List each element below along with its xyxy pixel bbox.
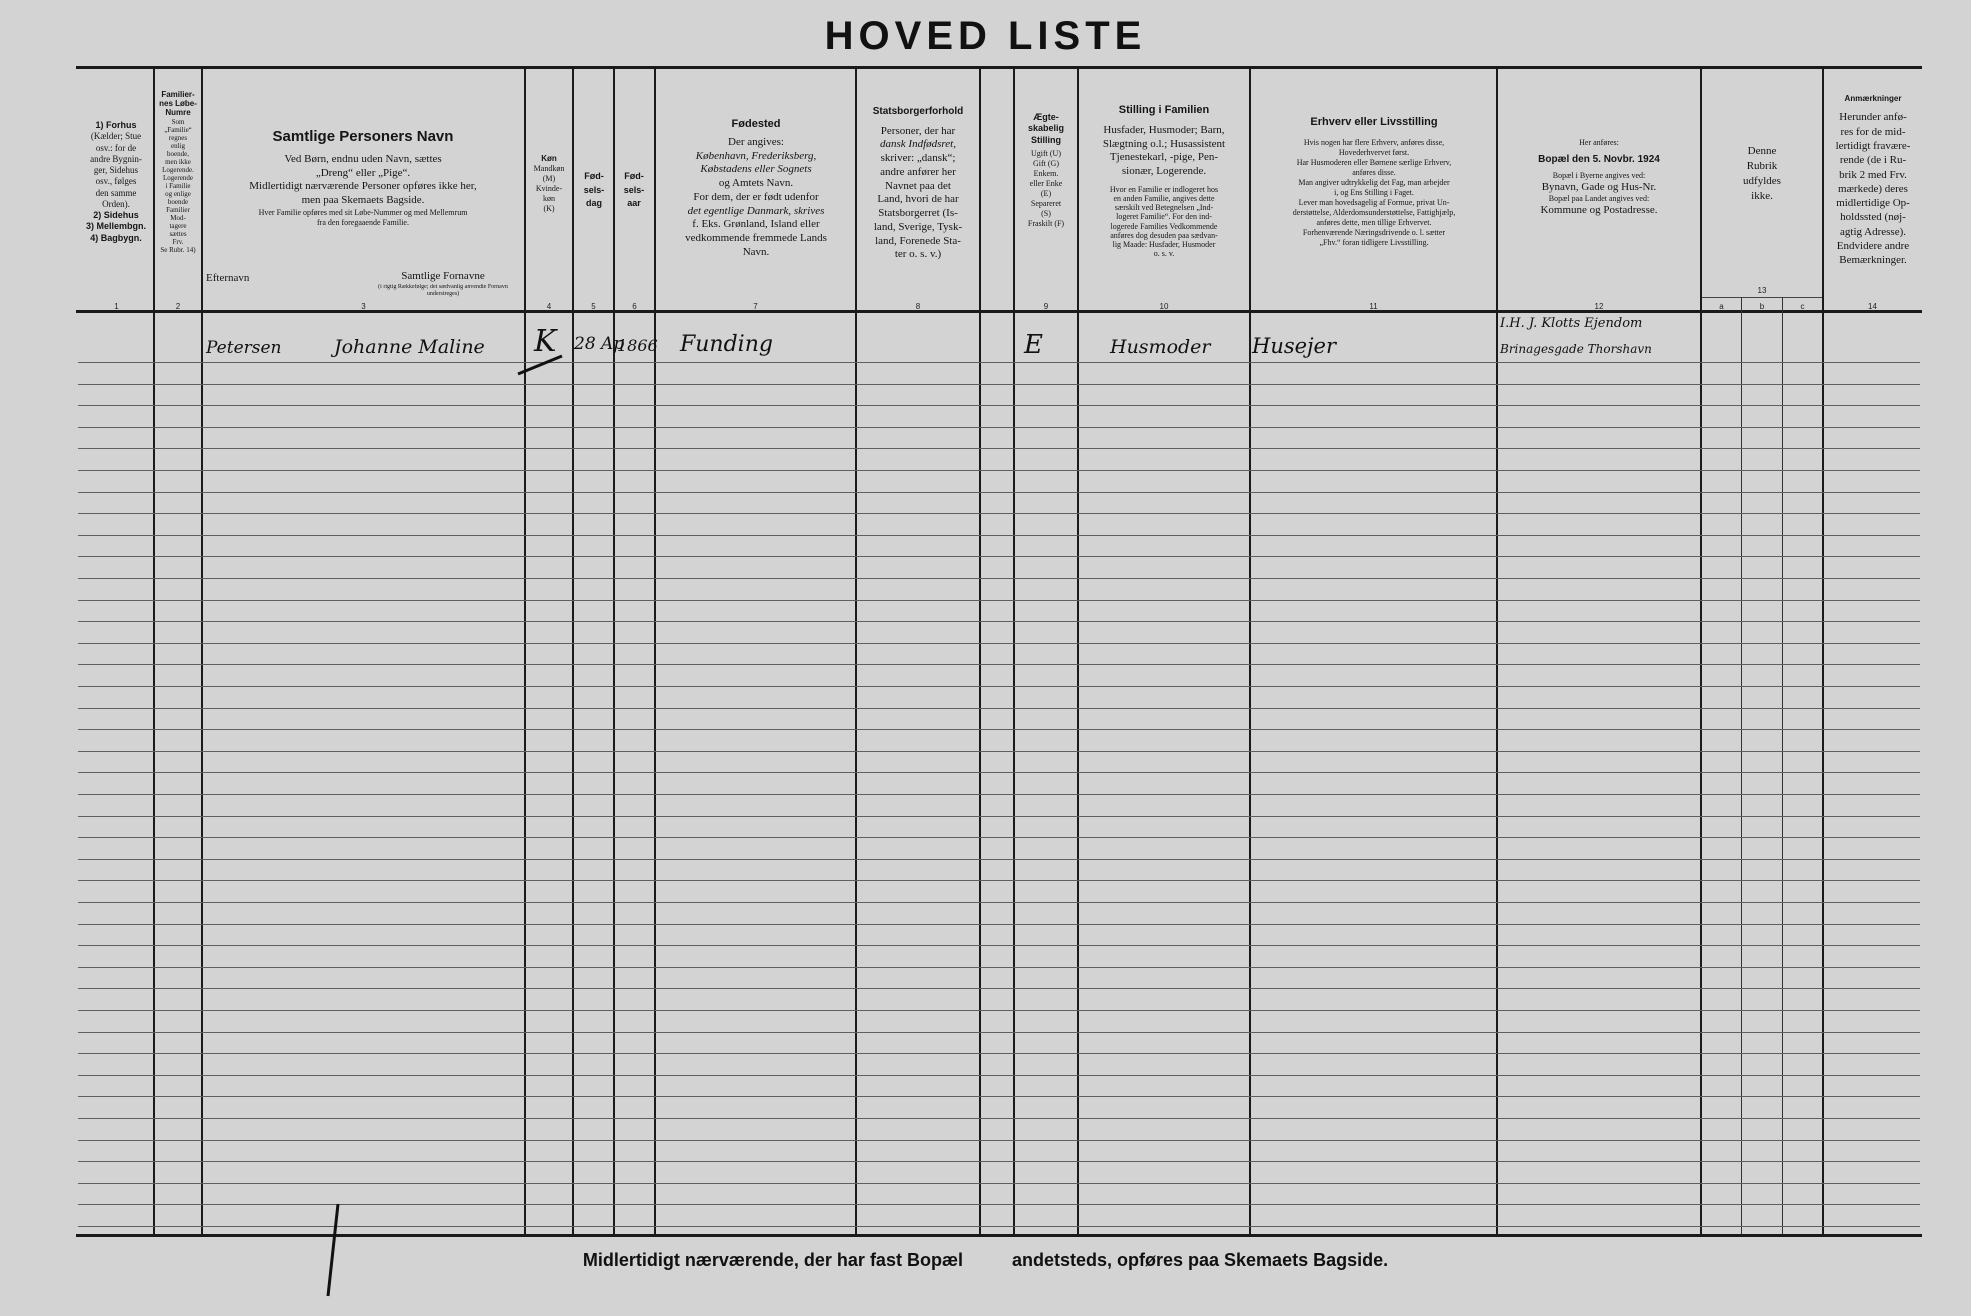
col3-line: „Dreng“ eller „Pige“. — [315, 166, 411, 179]
col-divider — [1077, 68, 1079, 1234]
footer-note — [0, 1250, 1971, 1271]
row-rule — [78, 600, 1920, 601]
col12-pre: Her anføres: — [1579, 138, 1619, 147]
col13-sub-label: b — [1759, 302, 1765, 311]
col14-line: midlertidige Op- — [1836, 197, 1910, 210]
col7-line: København, Frederiksberg, — [695, 149, 817, 162]
col9-line: Gift (G) — [1033, 158, 1059, 168]
col2-line: tagere — [169, 222, 187, 231]
col7-line: vedkommende fremmede Lands — [685, 232, 827, 244]
entry-foedselsaar: 1866 — [617, 336, 658, 355]
col3-line: Midlertidigt nærværende Personer opføres ikke her, — [249, 180, 477, 193]
col8-line: Personer, der har — [880, 124, 956, 137]
entry-koen: K — [534, 324, 557, 359]
col-divider — [1249, 68, 1251, 1234]
col7-line: det egentlige Danmark, skrives — [687, 204, 825, 217]
col8-line: Statsborgerret (Is- — [878, 207, 958, 219]
col8-header — [858, 106, 978, 262]
col1-header — [80, 120, 152, 244]
col-number: 4 — [546, 302, 552, 311]
col3-header — [204, 128, 522, 228]
col2-line: enlig — [171, 141, 185, 150]
row-rule — [78, 880, 1920, 881]
col11-note: „Fhv.“ foran tidligere Livsstilling. — [1319, 237, 1429, 247]
col10-note: anføres dog desuden paa sædvan- — [1110, 230, 1218, 240]
col2-line: sættes — [169, 230, 187, 239]
row-rule — [78, 1226, 1920, 1227]
col14-line: lertidigt fravære- — [1835, 139, 1911, 152]
col12-line: Bynavn, Gade og Hus-Nr. — [1541, 180, 1657, 193]
col9-line: Ugift (U) — [1031, 148, 1061, 158]
col14-line: Endvidere andre — [1836, 240, 1910, 253]
col10-line: Husfader, Husmoder; Barn, — [1103, 123, 1225, 136]
entry-bopael-line1: I.H. J. Klotts Ejendom — [1500, 316, 1643, 331]
footer-part2: andetsteds, opføres paa Skemaets Bagside. — [1011, 1250, 1389, 1270]
col8-line: ter o. s. v.) — [894, 248, 942, 261]
row-rule — [78, 751, 1920, 752]
row-rule — [78, 362, 1920, 363]
col9-line: eller Enke — [1029, 178, 1063, 188]
col11-note: Har Husmoderen eller Børnene særlige Erhverv, — [1296, 157, 1452, 167]
col9-header — [1015, 112, 1077, 229]
col7-line: Der angives: — [728, 135, 784, 148]
col8-line: Land, hvori de har — [877, 193, 959, 206]
col10-line: Tjenestekarl, -pige, Pen- — [1109, 151, 1219, 164]
col10-line: Slægtning o.l.; Husassistent — [1102, 137, 1226, 150]
col1-line: den samme — [95, 187, 137, 198]
col3-line: fra den foregaaende Familie. — [317, 217, 409, 227]
col11-note: Hovederhvervet først. — [1338, 147, 1410, 157]
col3-title: Samtlige Personers Navn — [272, 128, 454, 145]
col10-title: Stilling i Familien — [1118, 104, 1210, 116]
col7-line: og Amtets Navn. — [718, 177, 794, 189]
row-rule — [78, 1140, 1920, 1141]
row-rule — [78, 945, 1920, 946]
col-divider — [654, 68, 656, 1234]
col2-line: boende — [167, 198, 189, 207]
col13-line: Denne — [1747, 145, 1777, 157]
col4-line: køn — [543, 194, 555, 203]
col13-line: udfyldes — [1743, 174, 1781, 187]
row-rule — [78, 448, 1920, 449]
col4-header — [526, 154, 572, 214]
col14-header — [1825, 94, 1921, 268]
row-rule — [78, 470, 1920, 471]
col8-line: land, Sverige, Tysk- — [873, 220, 963, 233]
col6-header: Fød-sels-aar — [623, 171, 645, 208]
bottom-border — [76, 1234, 1922, 1237]
col-number: 14 — [1868, 302, 1877, 311]
col2-line: Logerende. — [162, 165, 194, 174]
col-number: 2 — [175, 302, 181, 311]
row-rule — [78, 794, 1920, 795]
col-divider — [1700, 68, 1702, 1234]
row-rule — [78, 1010, 1920, 1011]
entry-fornavne: Johanne Maline — [334, 336, 485, 358]
col-divider — [1496, 68, 1498, 1234]
col8-line: dansk Indfødsret, — [880, 138, 956, 151]
row-rule — [78, 708, 1920, 709]
col5-header: Fød-sels-dag — [583, 171, 605, 208]
col-divider — [613, 68, 615, 1234]
row-rule — [78, 988, 1920, 989]
col-divider — [855, 68, 857, 1234]
col14-line: mærkede) deres — [1838, 182, 1908, 195]
col1-line: Orden). — [102, 198, 130, 209]
col2-line: Mod- — [170, 214, 186, 223]
col-number: 3 — [361, 302, 366, 311]
col1-line: (Kælder; Stue — [90, 131, 142, 142]
col14-line: agtig Adresse). — [1840, 225, 1906, 238]
footer-part1: Midlertidigt nærværende, der har fast Bopæl — [582, 1250, 963, 1270]
col2-title: Familier-nes Løbe-Numre — [159, 90, 197, 118]
col-number: 1 — [114, 302, 119, 311]
col14-title: Anmærkninger — [1844, 94, 1902, 103]
col-divider — [1822, 68, 1824, 1234]
row-rule — [78, 1118, 1920, 1119]
col12-line: Bopæl i Byerne angives ved: — [1552, 170, 1646, 180]
col-number: 10 — [1159, 302, 1169, 311]
col12-line: Bopæl paa Landet angives ved: — [1548, 194, 1650, 204]
row-rule — [78, 772, 1920, 773]
col8-line: land, Forenede Sta- — [875, 234, 961, 247]
col14-line: Bemærkninger. — [1839, 254, 1907, 267]
col1-line: osv.: for de — [95, 142, 137, 153]
row-rule — [78, 859, 1920, 860]
col9-line: Fraskilt (F) — [1027, 218, 1065, 228]
col-divider — [524, 68, 526, 1234]
fornavne-label: Samtlige Fornavne — [401, 270, 485, 282]
entry-foedested: Funding — [680, 332, 773, 357]
col-number: 13 — [1757, 286, 1767, 295]
col10-note: logerede Families Vedkommende — [1110, 221, 1218, 231]
col2-line: men ikke — [165, 157, 191, 166]
col-number: 7 — [753, 302, 758, 311]
col-divider — [979, 68, 981, 1234]
row-rule — [78, 664, 1920, 665]
col8-line: andre anfører her — [880, 165, 956, 178]
col10-note: lig Maade: Husfader, Husmoder — [1112, 239, 1216, 249]
col7-line: Købstadens eller Sognets — [700, 163, 812, 176]
row-rule — [78, 643, 1920, 644]
row-rule — [78, 816, 1920, 817]
col10-note: en anden Familie, angives dette — [1113, 193, 1215, 203]
row-rule — [78, 924, 1920, 925]
row-rule — [78, 1053, 1920, 1054]
row-rule — [78, 686, 1920, 687]
col-number: 12 — [1594, 302, 1604, 311]
col13-header — [1702, 144, 1822, 203]
col11-note: Lever man hovedsagelig af Formue, privat Un- — [1298, 197, 1450, 207]
row-rule — [78, 1183, 1920, 1184]
row-rule — [78, 427, 1920, 428]
col-number: 6 — [632, 302, 637, 311]
col4-line: (K) — [543, 204, 555, 213]
col4-line: (M) — [542, 174, 556, 183]
col9-line: Enkem. — [1033, 168, 1059, 178]
col10-note: logeret Familie“. For den ind- — [1116, 212, 1212, 222]
col12-header — [1499, 138, 1699, 218]
col3-line: Ved Børn, endnu uden Navn, sættes — [284, 152, 442, 165]
row-rule — [78, 405, 1920, 406]
col10-line: sionær, Logerende. — [1121, 165, 1207, 177]
col7-title: Fødested — [731, 118, 781, 130]
entry-erhverv: Husejer — [1252, 334, 1337, 358]
col12-title: Bopæl den 5. Novbr. 1924 — [1538, 154, 1660, 165]
row-rule — [78, 556, 1920, 557]
col8-line: Navnet paa det — [885, 179, 951, 192]
row-rule — [78, 492, 1920, 493]
form-title: HOVED LISTE — [824, 14, 1147, 58]
col2-line: Logerende — [163, 173, 193, 182]
col14-line: rende (de i Ru- — [1839, 154, 1907, 167]
col1-line: 2) Sidehus — [93, 210, 139, 220]
col7-header — [658, 118, 854, 260]
row-rule — [78, 729, 1920, 730]
col11-note: Man angiver udtrykkelig det Fag, man arbejder — [1298, 177, 1450, 187]
row-rule — [78, 1075, 1920, 1076]
col11-note: Forhenværende Næringsdrivende o. l. sætter — [1302, 227, 1446, 237]
col11-header — [1252, 116, 1496, 248]
col7-line: f. Eks. Grønland, Island eller — [692, 218, 820, 231]
col4-line: Mandkøn — [533, 164, 565, 173]
col2-line: „Familie“ — [164, 125, 192, 134]
col1-line: osv., følges — [95, 176, 137, 187]
col1-line: 3) Mellembgn. — [85, 221, 146, 232]
col2-header — [155, 90, 201, 254]
col3-line: men paa Skemaets Bagside. — [301, 194, 425, 206]
col2-line: boende, — [167, 149, 189, 158]
col1-line: 1) Forhus — [95, 120, 137, 130]
col4-title: Køn — [541, 154, 557, 163]
col2-line: Som — [171, 117, 185, 126]
col2-line: i Familie — [165, 181, 191, 190]
col13-line: Rubrik — [1746, 159, 1778, 172]
col7-line: Navn. — [742, 245, 770, 258]
col9-line: Separeret — [1030, 198, 1062, 208]
col11-note: anføres dette, men tillige Erhvervet. — [1316, 217, 1432, 227]
col13-sub-border — [1701, 297, 1823, 298]
row-rule — [78, 1032, 1920, 1033]
row-rule — [78, 967, 1920, 968]
col-divider — [201, 68, 203, 1234]
col2-line: og enlige — [165, 189, 191, 198]
row-rule — [78, 384, 1920, 385]
entry-aegteskab: E — [1024, 330, 1043, 360]
col7-line: For dem, der er født udenfor — [693, 190, 819, 203]
col13-sub-label: a — [1719, 302, 1724, 311]
col10-note: Hvor en Familie er indlogeret hos — [1109, 184, 1219, 194]
row-rule — [78, 621, 1920, 622]
col12-line: Kommune og Postadresse. — [1540, 204, 1658, 217]
col-number: 9 — [1043, 302, 1049, 311]
col11-note: derstøttelse, Alderdomsunderstøttelse, Fattighjælp, — [1292, 207, 1456, 217]
col14-line: res for de mid- — [1840, 125, 1906, 138]
col13-line: ikke. — [1751, 189, 1773, 202]
col2-line: Se Rubr. 14) — [160, 246, 196, 255]
col-divider — [572, 68, 574, 1234]
efternavn-label: Efternavn — [206, 272, 250, 284]
col13-sub-label: c — [1800, 302, 1805, 311]
col1-line: 4) Bagbygn. — [90, 232, 142, 243]
entry-foedselsdag: 28 Ap — [574, 334, 625, 354]
row-rule — [78, 1161, 1920, 1162]
col14-line: brik 2 med Frv. — [1839, 168, 1907, 181]
col3-line: Hver Familie opføres med sit Løbe-Nummer og med Mellemrum — [258, 207, 468, 217]
col14-line: Herunder anfø- — [1839, 111, 1907, 124]
col9-line: (S) — [1041, 208, 1051, 218]
col10-note: o. s. v. — [1153, 249, 1175, 259]
entry-bopael-line2: Brinagesgade Thorshavn — [1500, 342, 1652, 356]
col1-line: andre Bygnin- — [90, 153, 142, 164]
col8-line: skriver: „dansk“; — [880, 152, 956, 164]
row-rule — [78, 1204, 1920, 1205]
col11-title: Erhverv eller Livsstilling — [1310, 116, 1438, 128]
row-rule — [78, 1096, 1920, 1097]
col1-line: ger, Sidehus — [93, 165, 139, 175]
col10-note: særskilt ved Betegnelsen „Ind- — [1114, 203, 1214, 213]
col11-note: Hvis nogen har flere Erhverv, anføres disse, — [1303, 137, 1445, 147]
row-rule — [78, 513, 1920, 514]
col2-line: regnes — [168, 133, 188, 142]
row-rule — [78, 902, 1920, 903]
col14-line: holdssted (nøj- — [1840, 211, 1906, 224]
col2-line: Frv. — [172, 238, 184, 247]
top-border — [76, 66, 1922, 69]
underline-stroke — [516, 352, 566, 378]
col-number: 8 — [915, 302, 921, 311]
col-divider — [1013, 68, 1015, 1234]
row-rule — [78, 578, 1920, 579]
col13-sub-divider — [1741, 297, 1742, 1234]
col4-line: Kvinde- — [535, 184, 563, 193]
col13-sub-divider — [1782, 297, 1783, 1234]
col-number: 11 — [1369, 302, 1378, 311]
row-rule — [78, 837, 1920, 838]
col-number: 5 — [591, 302, 596, 311]
col9-line: (E) — [1040, 188, 1052, 198]
col10-header — [1080, 104, 1248, 258]
col9-title: Ægte-skabelig Stilling — [1027, 112, 1065, 145]
row-rule — [78, 535, 1920, 536]
entry-stilling: Husmoder — [1110, 336, 1211, 358]
col2-line: Familier — [166, 206, 190, 215]
col11-note: anføres disse. — [1352, 167, 1396, 177]
col8-title: Statsborgerforhold — [872, 106, 964, 117]
col11-note: i, og Ens Stilling i Faget. — [1334, 187, 1414, 197]
entry-efternavn: Petersen — [206, 338, 282, 358]
fornavne-note: (i rigtig Rækkefølge; det sædvanlig anvendte Fornavn understreges) — [378, 284, 508, 297]
